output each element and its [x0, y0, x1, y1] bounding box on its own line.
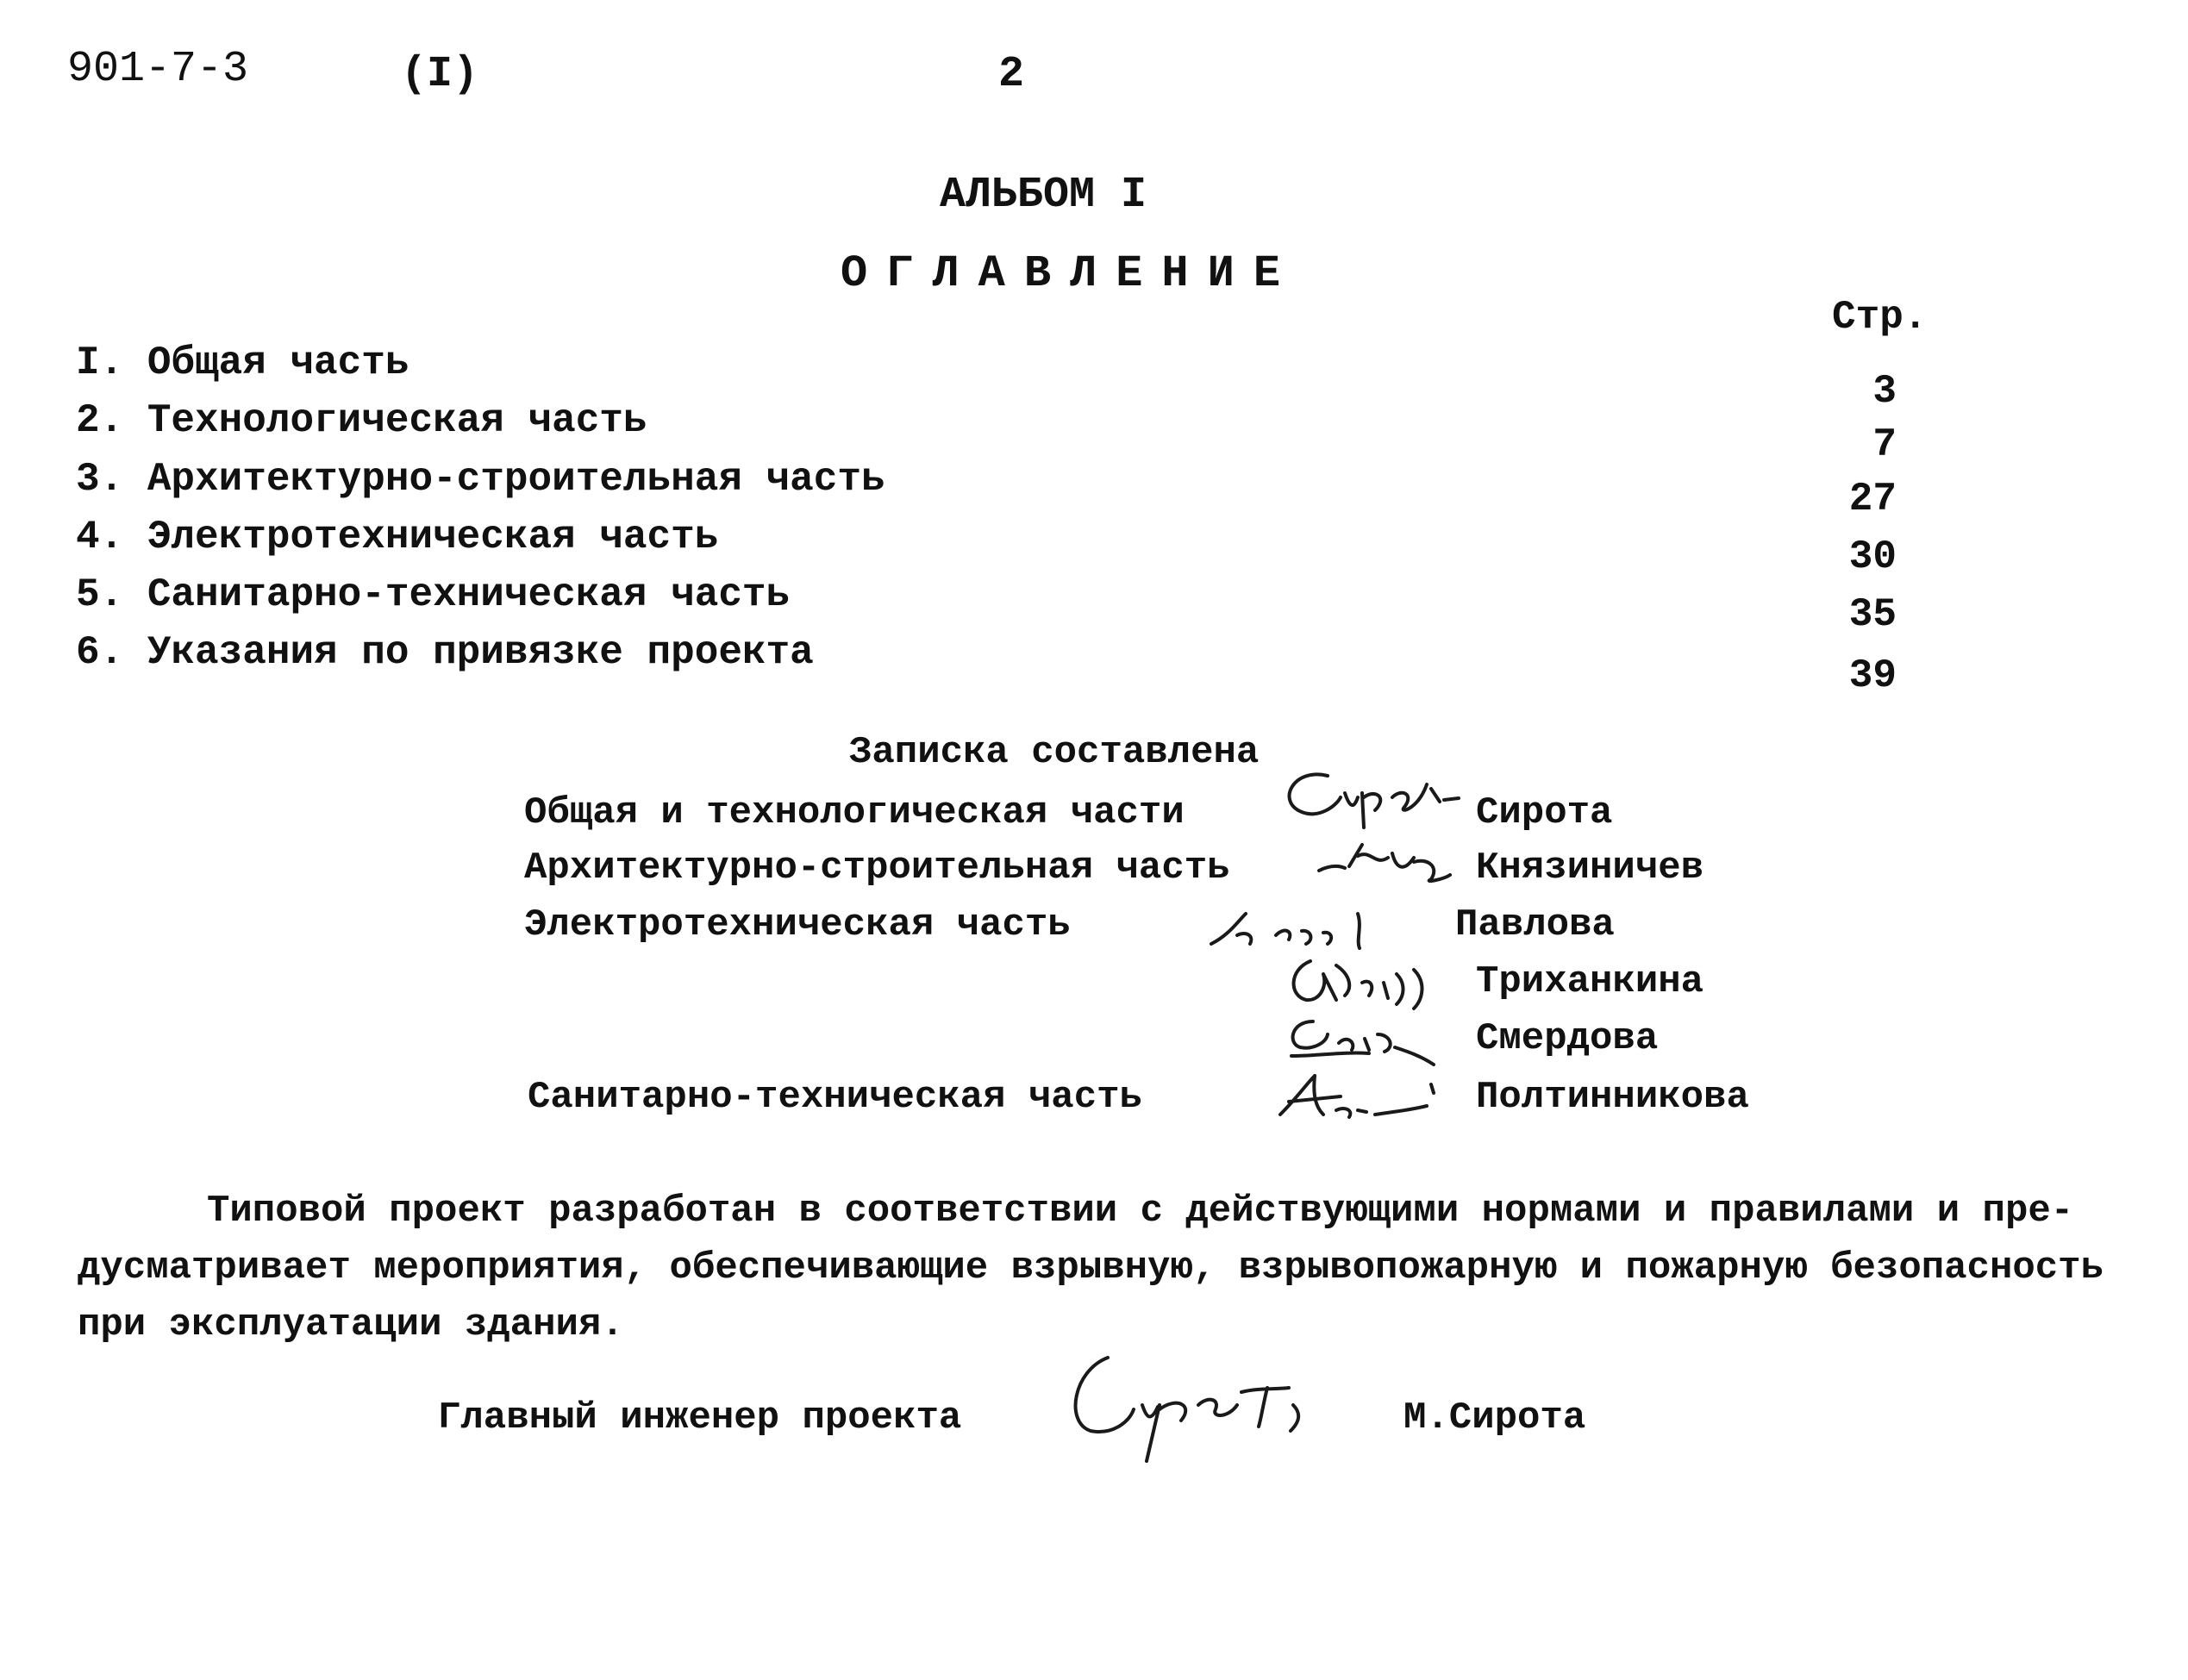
- chief-engineer-name: М.Сирота: [1403, 1396, 1586, 1440]
- author-section: Электротехническая часть: [524, 903, 1071, 946]
- volume-number: (I): [401, 50, 479, 99]
- toc-item: 5. Санитарно-техническая часть: [76, 572, 791, 617]
- album-title: АЛЬБОМ I: [940, 171, 1147, 220]
- toc-page: 39: [1848, 653, 1897, 698]
- toc-page: 3: [1872, 369, 1897, 414]
- author-section: Архитектурно-строительная часть: [524, 846, 1230, 890]
- toc-page: 27: [1848, 477, 1897, 521]
- toc-page: 35: [1848, 592, 1897, 637]
- toc-item: 2. Технологическая часть: [76, 398, 647, 443]
- toc-item: 3. Архитектурно-строительная часть: [76, 457, 885, 502]
- toc-page: 7: [1872, 422, 1897, 467]
- author-name: Смердова: [1476, 1017, 1659, 1060]
- author-name: Князиничев: [1476, 846, 1704, 890]
- toc-item: I. Общая часть: [76, 340, 409, 385]
- statement-line: при эксплуатации здания.: [78, 1303, 624, 1346]
- author-section: Санитарно-техническая часть: [528, 1076, 1142, 1119]
- contents-title: ОГЛАВЛЕНИЕ: [841, 248, 1300, 299]
- author-name: Полтинникова: [1476, 1076, 1749, 1119]
- author-name: Павлова: [1455, 903, 1615, 946]
- signature-icon: [1056, 1345, 1332, 1474]
- author-section: Общая и технологическая части: [524, 791, 1185, 834]
- statement-line: дусматривает мероприятия, обеспечивающие взрывную, взрывопожарную и пожарную безопасность: [78, 1246, 2104, 1290]
- toc-page: 30: [1848, 534, 1897, 579]
- page-column-label: Стр.: [1832, 295, 1928, 340]
- author-name: Триханкина: [1476, 960, 1704, 1003]
- toc-item: 4. Электротехническая часть: [76, 515, 719, 559]
- chief-engineer-title: Главный инженер проекта: [438, 1396, 962, 1440]
- page-number: 2: [998, 50, 1025, 99]
- document-code: 901-7-3: [67, 45, 249, 94]
- statement-line: Типовой проект разработан в соответствии с действующими нормами и правилами и пре-: [207, 1190, 2074, 1233]
- authors-heading: Записка составлена: [849, 731, 1260, 774]
- statement-paragraph: [78, 1183, 2147, 1353]
- author-name: Сирота: [1476, 791, 1613, 834]
- signature-icon: [1310, 832, 1457, 892]
- signature-icon: [1263, 1067, 1444, 1127]
- toc-item: 6. Указания по привязке проекта: [76, 630, 814, 675]
- signature-icon: [1276, 948, 1440, 1017]
